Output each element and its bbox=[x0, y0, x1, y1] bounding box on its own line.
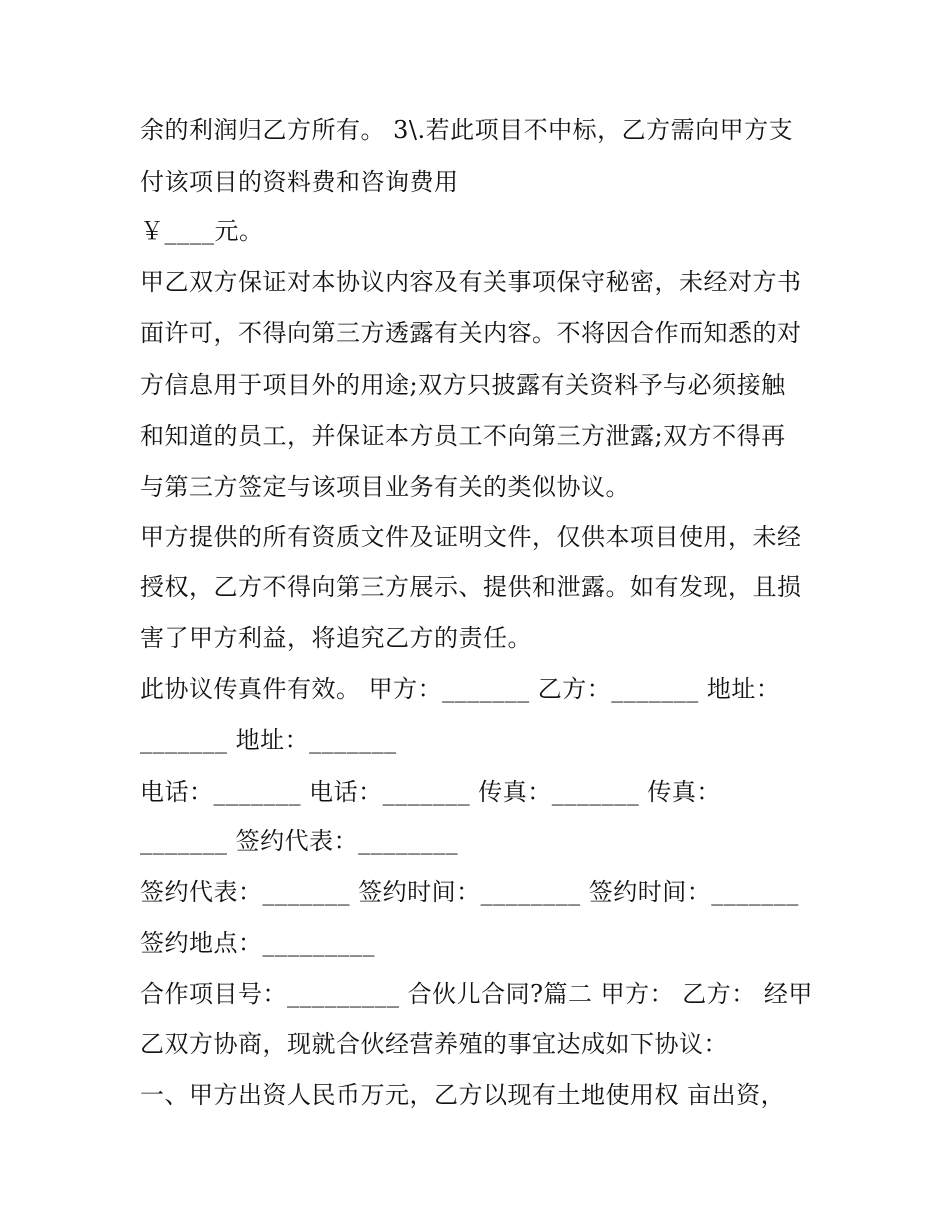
text-line: 方信息用于项目外的用途;双方只披露有关资料予与必须接触 bbox=[140, 371, 786, 399]
text-line: 甲乙双方保证对本协议内容及有关事项保守秘密，未经对方书 bbox=[140, 268, 802, 296]
text-line: 害了甲方利益，将追究乙方的责任。 bbox=[140, 624, 532, 652]
text-line: 和知道的员工，并保证本方员工不向第三方泄露;双方不得再 bbox=[140, 422, 786, 450]
text-line: 付该项目的资料费和咨询费用 bbox=[140, 168, 459, 196]
text-line: 余的利润归乙方所有。 3\.若此项目不中标，乙方需向甲方支 bbox=[140, 116, 794, 144]
text-line: 甲方提供的所有资质文件及证明文件，仅供本项目使用，未经 bbox=[140, 523, 802, 551]
text-line: 面许可，不得向第三方透露有关内容。不将因合作而知悉的对 bbox=[140, 319, 802, 347]
text-line: 乙双方协商，现就合伙经营养殖的事宜达成如下协议： bbox=[140, 1030, 728, 1058]
text-line: _______ 签约代表：________ bbox=[140, 827, 459, 855]
text-line: 授权，乙方不得向第三方展示、提供和泄露。如有发现，且损 bbox=[140, 573, 802, 601]
text-line: 此协议传真件有效。 甲方：_______ 乙方：_______ 地址： bbox=[140, 675, 781, 703]
text-line: 签约地点：_________ bbox=[140, 929, 375, 957]
text-line: 合作项目号：_________ 合伙儿合同?篇二 甲方： 乙方： 经甲 bbox=[140, 980, 813, 1008]
text-line: 与第三方签定与该项目业务有关的类似协议。 bbox=[140, 473, 630, 501]
text-line: 电话：_______ 电话：_______ 传真：_______ 传真： bbox=[140, 778, 721, 806]
text-line: 签约代表：_______ 签约时间：________ 签约时间：_______ bbox=[140, 878, 799, 906]
text-line: _______ 地址：_______ bbox=[140, 726, 397, 754]
text-line: ￥____元。 bbox=[140, 217, 264, 245]
text-line: 一、甲方出资人民币万元，乙方以现有土地使用权 亩出资， bbox=[140, 1081, 786, 1109]
